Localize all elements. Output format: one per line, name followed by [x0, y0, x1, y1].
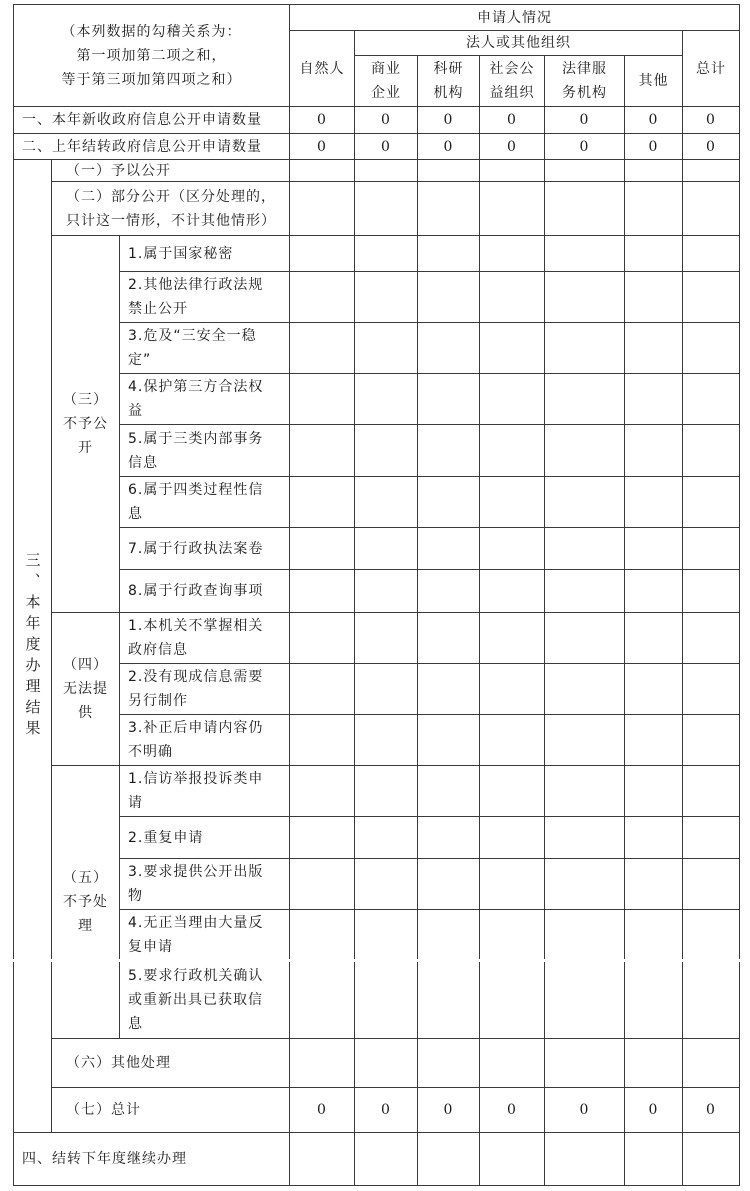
section-3-label: [13, 159, 52, 1133]
row-new-requests-value: [479, 106, 545, 134]
group-not-processed-sub-item: [119, 858, 290, 910]
header-legal-org-text: 法人或其他组织: [466, 35, 571, 51]
item-partially-disclosed: [51, 181, 290, 236]
group-not-processed-sub-item-value: [682, 909, 740, 961]
group-not-disclosed-sub-item-value: [479, 476, 545, 528]
row-carry-to-next-year: [13, 1132, 290, 1186]
row-new-requests-label-text: 一、本年新收政府信息公开申请数量: [22, 112, 262, 128]
group-not-processed-sub-item-value: [682, 858, 740, 910]
group-not-disclosed-sub-item-value: [624, 476, 683, 528]
group-unable-provide-sub-item-value: [354, 612, 418, 664]
group-not-processed-sub-item-value: [479, 765, 545, 817]
group-not-processed-sub-item-value: [354, 816, 418, 859]
row-carried-over-value: [417, 133, 480, 160]
item-total-value: [682, 1087, 740, 1133]
row-carried-over-value-text: 0: [443, 138, 454, 155]
group-not-disclosed-sub-item-value: [624, 322, 683, 374]
row-carried-over-value-text: 0: [648, 138, 659, 155]
group-not-processed-sub-item-value: [354, 960, 418, 1039]
group-not-processed-sub-item-value: [417, 858, 480, 910]
header-org-col: [417, 55, 480, 107]
item-other-processing-value: [417, 1038, 480, 1088]
item-total-value: [417, 1087, 480, 1133]
group-unable-provide-sub-item-value: [682, 714, 740, 766]
row-new-requests-value: [354, 106, 418, 134]
group-not-disclosed-sub-item: [119, 569, 290, 613]
row-new-requests-value: [682, 106, 740, 134]
row-carried-over-label-text: 二、上年结转政府信息公开申请数量: [22, 138, 262, 155]
group-not-disclosed-sub-item-value: [354, 271, 418, 323]
group-unable-provide-sub-item-value: [682, 663, 740, 715]
header-org-col-text: 商业 企业: [371, 61, 401, 101]
group-not-disclosed-sub-item-value: [417, 424, 480, 477]
item-total-value-text: 0: [381, 1102, 391, 1118]
item-publicly-disclosed-value: [624, 159, 683, 182]
group-not-disclosed-sub-item-value: [544, 271, 625, 323]
group-not-processed-sub-item-value: [289, 765, 355, 817]
group-not-disclosed-sub-item-value: [544, 527, 625, 570]
group-unable-provide-sub-item-value: [544, 612, 625, 664]
group-not-disclosed-sub-item-value: [354, 235, 418, 272]
group-not-disclosed-label: [51, 235, 120, 613]
group-not-disclosed-sub-item-text: 3.危及“三安全一稳 定”: [128, 328, 257, 368]
group-not-disclosed-sub-item-text: 6.属于四类过程性信 息: [128, 482, 264, 522]
group-unable-provide-sub-item-value: [624, 714, 683, 766]
group-not-disclosed-sub-item-value: [354, 527, 418, 570]
group-not-processed-sub-item-value: [354, 858, 418, 910]
header-legal-org: [354, 30, 683, 56]
section-3-label-text: 三、本年度办理结果: [23, 551, 42, 741]
group-unable-provide-sub-item-value: [544, 714, 625, 766]
group-not-disclosed-sub-item-value: [624, 271, 683, 323]
group-unable-provide-sub-item-text: 3.补正后申请内容仍 不明确: [128, 720, 264, 760]
group-not-processed-sub-item-value: [479, 909, 545, 961]
group-not-disclosed-sub-item-value: [289, 235, 355, 272]
group-not-processed-sub-item-text: 2.重复申请: [128, 829, 204, 846]
group-not-disclosed-sub-item-value: [544, 235, 625, 272]
group-not-disclosed-sub-item-value: [417, 322, 480, 374]
row-carry-to-next-year-value: [354, 1132, 418, 1186]
row-carried-over-value-text: 0: [579, 138, 590, 155]
group-unable-provide-label-text: （四） 无法提 供: [63, 657, 108, 721]
item-partially-disclosed-value: [544, 181, 625, 236]
group-not-disclosed-sub-item-text: 2.其他法律行政法规 禁止公开: [128, 277, 264, 317]
group-not-disclosed-sub-item-value: [682, 373, 740, 425]
group-unable-provide-sub-item-value: [289, 663, 355, 715]
item-total-value: [544, 1087, 625, 1133]
group-not-disclosed-sub-item: [119, 373, 290, 425]
item-partially-disclosed-text: （二）部分公开（区分处理的， 只计这一情形，不计其他情形）: [66, 188, 276, 229]
group-not-disclosed-sub-item-value: [479, 271, 545, 323]
group-not-disclosed-sub-item-value: [354, 424, 418, 477]
group-not-processed-sub-item-value: [544, 816, 625, 859]
item-total-value-text: 0: [317, 1102, 327, 1118]
row-new-requests-value: [624, 106, 683, 134]
group-not-processed-sub-item-value: [479, 858, 545, 910]
item-publicly-disclosed-value: [417, 159, 480, 182]
group-not-disclosed-sub-item-value: [624, 235, 683, 272]
group-not-processed-sub-item-value: [544, 909, 625, 961]
group-unable-provide-sub-item-value: [289, 612, 355, 664]
row-new-requests-value: [417, 106, 480, 134]
item-partially-disclosed-value: [289, 181, 355, 236]
group-not-disclosed-sub-item-value: [354, 373, 418, 425]
group-not-processed-sub-item-text: 1.信访举报投诉类申 请: [128, 771, 264, 811]
group-not-disclosed-sub-item-value: [417, 569, 480, 613]
row-carry-to-next-year-value: [682, 1132, 740, 1186]
item-total-value: [624, 1087, 683, 1133]
group-not-disclosed-sub-item-value: [682, 235, 740, 272]
header-org-col: [354, 55, 418, 107]
group-not-disclosed-sub-item-value: [479, 373, 545, 425]
row-carried-over-value-text: 0: [317, 138, 327, 155]
group-unable-provide-sub-item: [119, 663, 290, 715]
group-not-disclosed-sub-item: [119, 322, 290, 374]
group-unable-provide-sub-item-value: [417, 663, 480, 715]
group-not-disclosed-sub-item-text: 8.属于行政查询事项: [128, 583, 264, 599]
group-not-disclosed-sub-item-value: [417, 373, 480, 425]
group-not-processed-sub-item-value: [544, 960, 625, 1039]
group-not-processed-sub-item-text: 5.要求行政机关确认 或重新出具已获取信 息: [128, 967, 264, 1032]
group-not-disclosed-sub-item-value: [289, 527, 355, 570]
group-not-processed-sub-item: [119, 960, 290, 1039]
group-not-processed-sub-item-value: [354, 909, 418, 961]
group-not-processed-sub-item: [119, 816, 290, 859]
row-carry-to-next-year-value: [479, 1132, 545, 1186]
item-publicly-disclosed-value: [354, 159, 418, 182]
group-not-disclosed-sub-item-value: [544, 322, 625, 374]
corner-note: [13, 4, 290, 107]
group-not-disclosed-sub-item-value: [417, 235, 480, 272]
row-new-requests-value: [544, 106, 625, 134]
group-not-disclosed-sub-item-value: [417, 271, 480, 323]
group-unable-provide-sub-item-value: [624, 663, 683, 715]
group-not-disclosed-sub-item-value: [479, 424, 545, 477]
group-unable-provide-sub-item-value: [354, 714, 418, 766]
item-publicly-disclosed-value: [544, 159, 625, 182]
row-carry-to-next-year-value: [624, 1132, 683, 1186]
group-not-processed-sub-item: [119, 909, 290, 961]
header-total: [682, 30, 740, 107]
group-not-disclosed-sub-item-value: [544, 373, 625, 425]
group-not-disclosed-label-text: （三） 不予公 开: [63, 392, 108, 456]
group-unable-provide-sub-item-value: [624, 612, 683, 664]
corner-note-text: （本列数据的勾稽关系为： 第一项加第二项之和， 等于第三项加第四项之和）: [61, 23, 242, 88]
group-not-disclosed-sub-item-value: [354, 476, 418, 528]
row-carried-over-value-text: 0: [507, 138, 517, 155]
row-carry-to-next-year-value: [417, 1132, 480, 1186]
group-not-processed-sub-item-value: [479, 960, 545, 1039]
group-not-disclosed-sub-item-value: [289, 476, 355, 528]
group-not-disclosed-sub-item-value: [624, 527, 683, 570]
group-not-disclosed-sub-item-value: [682, 476, 740, 528]
row-carried-over-value: [479, 133, 545, 160]
group-unable-provide-sub-item: [119, 612, 290, 664]
group-not-disclosed-sub-item-value: [682, 569, 740, 613]
group-not-disclosed-sub-item-value: [479, 322, 545, 374]
row-new-requests-value-text: 0: [706, 112, 716, 128]
item-other-processing-value: [624, 1038, 683, 1088]
item-other-processing-value: [544, 1038, 625, 1088]
row-new-requests-value-text: 0: [317, 112, 327, 128]
row-new-requests-value-text: 0: [443, 112, 454, 128]
header-applicant: [289, 4, 740, 31]
item-total-value-text: 0: [507, 1102, 517, 1118]
group-not-disclosed-sub-item-value: [479, 235, 545, 272]
group-unable-provide-sub-item-text: 2.没有现成信息需要 另行制作: [128, 669, 264, 709]
row-new-requests-value-text: 0: [381, 112, 391, 128]
item-other-processing-value: [479, 1038, 545, 1088]
group-not-disclosed-sub-item-value: [682, 271, 740, 323]
group-unable-provide-sub-item-value: [354, 663, 418, 715]
item-total-text: （七）总计: [66, 1102, 141, 1118]
item-publicly-disclosed-value: [682, 159, 740, 182]
row-carried-over-value: [624, 133, 683, 160]
group-not-disclosed-sub-item-value: [289, 322, 355, 374]
group-not-disclosed-sub-item-value: [289, 424, 355, 477]
group-unable-provide-label: [51, 612, 120, 766]
group-not-disclosed-sub-item: [119, 271, 290, 323]
item-publicly-disclosed-value: [289, 159, 355, 182]
item-other-processing-text: （六）其他处理: [66, 1055, 171, 1071]
group-not-disclosed-sub-item: [119, 476, 290, 528]
group-not-processed-sub-item-value: [417, 816, 480, 859]
row-carry-to-next-year-value: [544, 1132, 625, 1186]
item-total-value: [354, 1087, 418, 1133]
group-not-disclosed-sub-item-value: [354, 569, 418, 613]
group-not-processed-sub-item-value: [624, 765, 683, 817]
group-unable-provide-sub-item-value: [417, 714, 480, 766]
group-not-disclosed-sub-item-value: [479, 527, 545, 570]
group-not-disclosed-sub-item-value: [682, 527, 740, 570]
item-partially-disclosed-value: [682, 181, 740, 236]
group-not-processed-sub-item-value: [624, 960, 683, 1039]
item-other-processing: [51, 1038, 290, 1088]
item-total-value-text: 0: [579, 1102, 590, 1118]
header-org-col-text: 法律服 务机构: [562, 61, 607, 101]
header-org-col: [624, 55, 683, 107]
row-carried-over-value-text: 0: [381, 138, 391, 155]
item-total-value-text: 0: [443, 1102, 454, 1118]
item-total: [51, 1087, 290, 1133]
item-partially-disclosed-value: [354, 181, 418, 236]
row-new-requests-value: [289, 106, 355, 134]
group-not-processed-sub-item-value: [289, 816, 355, 859]
group-not-processed-sub-item-value: [624, 909, 683, 961]
group-not-disclosed-sub-item-text: 7.属于行政执法案卷: [128, 540, 264, 557]
row-carried-over-label: [13, 133, 290, 160]
item-other-processing-value: [682, 1038, 740, 1088]
group-not-processed-label-text: （五） 不予处 理: [63, 870, 108, 934]
group-not-disclosed-sub-item-value: [682, 424, 740, 477]
header-org-col-text: 其他: [638, 73, 669, 89]
row-carry-to-next-year-text: 四、结转下年度继续办理: [22, 1151, 187, 1167]
header-natural-person-text: 自然人: [299, 60, 345, 77]
group-not-processed-label: [51, 765, 120, 1039]
group-not-processed-sub-item-value: [544, 765, 625, 817]
group-not-processed-sub-item-value: [417, 960, 480, 1039]
group-not-processed-sub-item-value: [682, 765, 740, 817]
group-unable-provide-sub-item: [119, 714, 290, 766]
header-org-col: [479, 55, 545, 107]
group-not-disclosed-sub-item-value: [544, 569, 625, 613]
header-org-col: [544, 55, 625, 107]
group-unable-provide-sub-item-value: [417, 612, 480, 664]
group-not-processed-sub-item-value: [289, 960, 355, 1039]
group-not-processed-sub-item-value: [417, 909, 480, 961]
group-not-processed-sub-item-value: [417, 765, 480, 817]
group-not-processed-sub-item-value: [624, 858, 683, 910]
item-total-value-text: 0: [706, 1102, 716, 1118]
group-not-disclosed-sub-item-text: 1.属于国家秘密: [128, 245, 234, 262]
item-other-processing-value: [289, 1038, 355, 1088]
group-not-processed-sub-item: [119, 765, 290, 817]
group-not-processed-sub-item-value: [289, 909, 355, 961]
group-not-processed-sub-item-value: [682, 960, 740, 1039]
row-carried-over-value: [354, 133, 418, 160]
header-natural-person: [289, 30, 355, 107]
item-total-value-text: 0: [648, 1102, 659, 1118]
header-org-col-text: 科研 机构: [433, 61, 464, 101]
header-org-col-text: 社会公 益组织: [489, 61, 535, 101]
row-new-requests-value-text: 0: [507, 112, 517, 128]
item-publicly-disclosed: [51, 159, 290, 182]
row-new-requests-value-text: 0: [579, 112, 590, 128]
group-not-disclosed-sub-item: [119, 424, 290, 477]
group-not-processed-sub-item-value: [289, 858, 355, 910]
group-not-disclosed-sub-item-value: [289, 569, 355, 613]
group-not-processed-sub-item-value: [354, 765, 418, 817]
group-not-disclosed-sub-item-value: [624, 424, 683, 477]
item-partially-disclosed-value: [479, 181, 545, 236]
group-not-disclosed-sub-item-value: [624, 569, 683, 613]
page-break-gap: [0, 959, 750, 962]
group-not-processed-sub-item-value: [682, 816, 740, 859]
group-not-disclosed-sub-item-text: 5.属于三类内部事务 信息: [128, 430, 264, 471]
group-not-disclosed-sub-item-value: [624, 373, 683, 425]
group-not-processed-sub-item-value: [479, 816, 545, 859]
group-not-disclosed-sub-item-value: [289, 373, 355, 425]
item-total-value: [289, 1087, 355, 1133]
group-not-disclosed-sub-item-value: [417, 527, 480, 570]
group-not-disclosed-sub-item: [119, 235, 290, 272]
group-unable-provide-sub-item-text: 1.本机关不掌握相关 政府信息: [128, 618, 264, 658]
group-unable-provide-sub-item-value: [544, 663, 625, 715]
group-not-disclosed-sub-item-text: 4.保护第三方合法权 益: [128, 379, 264, 419]
group-unable-provide-sub-item-value: [289, 714, 355, 766]
header-total-text: 总计: [696, 60, 726, 77]
row-new-requests-label: [13, 106, 290, 134]
group-not-disclosed-sub-item-value: [479, 569, 545, 613]
row-carried-over-value: [544, 133, 625, 160]
group-unable-provide-sub-item-value: [479, 663, 545, 715]
item-partially-disclosed-value: [417, 181, 480, 236]
item-other-processing-value: [354, 1038, 418, 1088]
group-not-processed-sub-item-text: 4.无正当理由大量反 复申请: [128, 915, 264, 955]
group-unable-provide-sub-item-value: [479, 612, 545, 664]
group-unable-provide-sub-item-value: [682, 612, 740, 664]
group-not-processed-sub-item-text: 3.要求提供公开出版 物: [128, 864, 264, 904]
item-publicly-disclosed-value: [479, 159, 545, 182]
group-not-processed-sub-item-value: [544, 858, 625, 910]
row-carried-over-value: [682, 133, 740, 160]
group-not-disclosed-sub-item-value: [544, 424, 625, 477]
group-not-disclosed-sub-item: [119, 527, 290, 570]
item-partially-disclosed-value: [624, 181, 683, 236]
group-not-disclosed-sub-item-value: [417, 476, 480, 528]
group-not-disclosed-sub-item-value: [289, 271, 355, 323]
group-not-processed-sub-item-value: [624, 816, 683, 859]
row-carry-to-next-year-value: [289, 1132, 355, 1186]
header-applicant-text: 申请人情况: [477, 9, 552, 26]
item-publicly-disclosed-text: （一）予以公开: [66, 162, 171, 179]
row-carried-over-value: [289, 133, 355, 160]
row-carried-over-value-text: 0: [706, 138, 716, 155]
group-unable-provide-sub-item-value: [479, 714, 545, 766]
group-not-disclosed-sub-item-value: [354, 322, 418, 374]
item-total-value: [479, 1087, 545, 1133]
row-new-requests-value-text: 0: [648, 112, 659, 128]
group-not-disclosed-sub-item-value: [682, 322, 740, 374]
group-not-disclosed-sub-item-value: [544, 476, 625, 528]
